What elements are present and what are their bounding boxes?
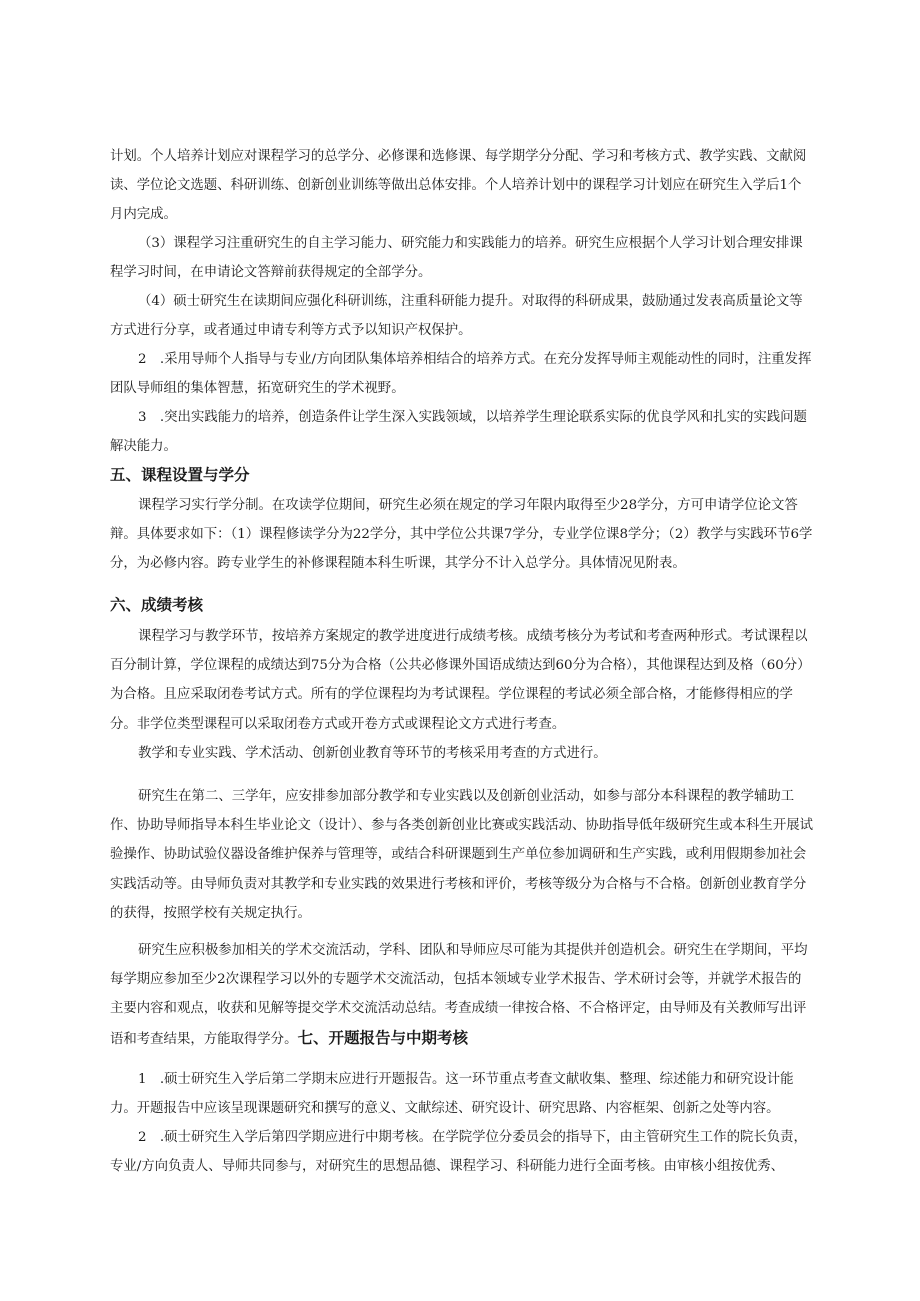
section-heading-proposal-midterm: 七、开题报告与中期考核 bbox=[297, 1028, 468, 1047]
section-heading-grade-assessment: 六、成绩考核 bbox=[110, 596, 204, 614]
paragraph-training-plan: 计划。个人培养计划应对课程学习的总学分、必修课和选修课、每学期学分分配、学习和考核方式、教学实践、文献阅读、学位论文选题、科研训练、创新创业训练等做出总体安排。个人培养计划中的课程学习计划应在研究生入学后1个月内完成。 bbox=[110, 149, 807, 223]
paragraph-credit-system: 课程学习实行学分制。在攻读学位期间，研究生必须在规定的学习年限内取得至少28学分，方可申请学位论文答辩。具体要求如下：（1）课程修读学分为22学分，其中学位公共课7学分，专业学位课8学分；（2）教学与实践环节6学分，为必修内容。跨专业学生的补修课程随本科生听课，其学分不计入总学分。具体情况见附表。 bbox=[110, 498, 813, 572]
paragraph-course-study: （3）课程学习注重研究生的自主学习能力、研究能力和实践能力的培养。研究生应根据个人学习计划合理安排课程学习时间，在申请论文答辩前获得规定的全部学分。 bbox=[110, 236, 803, 281]
paragraph-proposal-report: 1 .硕士研究生入学后第二学期末应进行开题报告。这一环节重点考查文献收集、整理、综述能力和研究设计能力。开题报告中应该呈现课题研究和撰写的意义、文献综述、研究设计、研究思路、内容框架、创新之处等内容。 bbox=[110, 1072, 794, 1117]
paragraph-midterm-assessment: 2 .硕士研究生入学后第四学期应进行中期考核。在学院学位分委员会的指导下，由主管研究生工作的院长负责，专业/方向负责人、导师共同参与，对研究生的思想品德、课程学习、科研能力进行全面考核。由审核小组按优秀、 bbox=[110, 1130, 807, 1175]
paragraph-academic-exchange bbox=[110, 936, 814, 1054]
section-heading-courses-credits: 五、课程设置与学分 bbox=[110, 466, 250, 484]
paragraph-supervision-mode: 2 .采用导师个人指导与专业/方向团队集体培养相结合的培养方式。在充分发挥导师主观能动性的同时，注重发挥团队导师组的集体智慧，拓宽研究生的学术视野。 bbox=[110, 352, 812, 397]
paragraph-research-training: （4）硕士研究生在读期间应强化科研训练，注重科研能力提升。对取得的科研成果，鼓励通过发表高质量论文等方式进行分享，或者通过申请专利等方式予以知识产权保护。 bbox=[110, 294, 803, 339]
paragraph-teaching-practice: 研究生在第二、三学年，应安排参加部分教学和专业实践以及创新创业活动，如参与部分本科课程的教学辅助工作、协助导师指导本科生毕业论文（设计）、参与各类创新创业比赛或实践活动、协助指导低年级研究生或本科生开展试验操作、协助试验仪器设备维护保养与管理等，或结合科研课题到生产单位参加调研和生产实践，或利用假期参加社会实践活动等。由导师负责对其教学和专业实践的效果进行考核和评价，考核等级分为合格与不合格。创新创业教育学分的获得，按照学校有关规定执行。 bbox=[110, 789, 813, 921]
paragraph-grade-assessment: 课程学习与教学环节，按培养方案规定的教学进度进行成绩考核。成绩考核分为考试和考查两种形式。考试课程以百分制计算，学位课程的成绩达到75分为合格（公共必修课外国语成绩达到60分为合格），其他课程达到及格（60分）为合格。且应采取闭卷考试方式。所有的学位课程均为考试课程。学位课程的考试必须全部合格，才能修得相应的学分。非学位类型课程可以采取闭卷方式或开卷方式或课程论文方式进行考查。 bbox=[110, 629, 811, 732]
paragraph-practice-ability: 3 .突出实践能力的培养，创造条件让学生深入实践领域，以培养学生理论联系实际的优良学风和扎实的实践问题解决能力。 bbox=[110, 410, 807, 455]
paragraph-practice-assessment: 教学和专业实践、学术活动、创新创业教育等环节的考核采用考查的方式进行。 bbox=[138, 746, 607, 761]
paragraph-academic-exchange-text: 研究生应积极参加相关的学术交流活动，学科、团队和导师应尽可能为其提供并创造机会。研究生在学期间，平均每学期应参加至少2次课程学习以外的专题学术交流活动，包括本领域专业学术报告、学术研讨会等，并就学术报告的主要内容和观点，收获和见解等提交学术交流活动总结。考查成绩一律按合格、不合格评定，由导师及有关教师写出评语和考查结果，方能取得学分。 bbox=[110, 943, 808, 1047]
